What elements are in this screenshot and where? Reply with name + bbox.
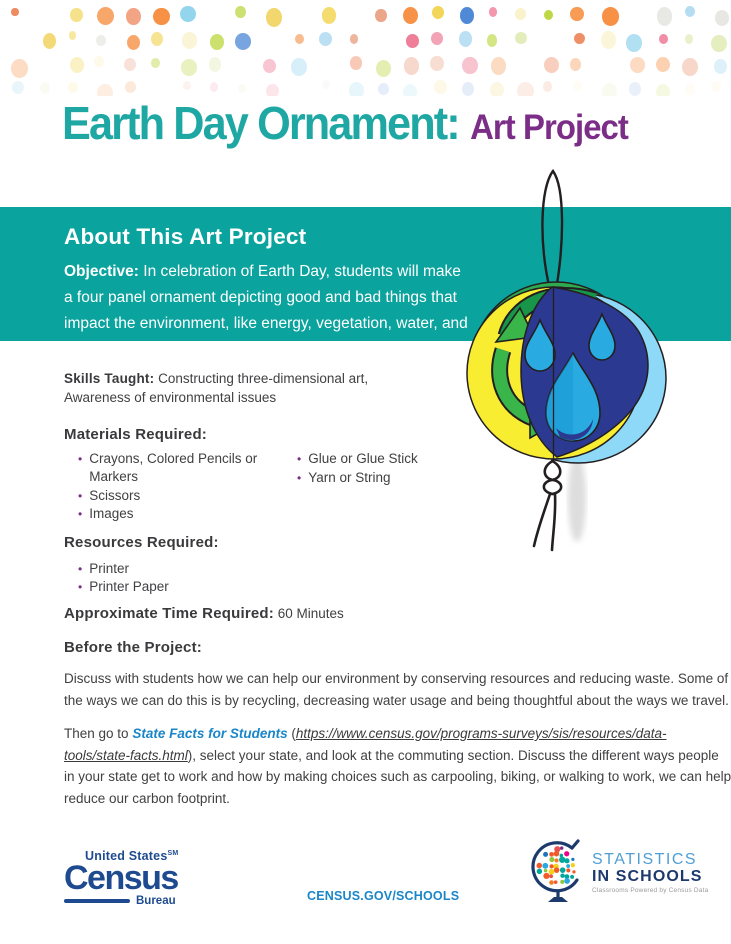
page-title-sub: Art Project: [470, 108, 628, 147]
dot-pattern-decoration: [0, 0, 731, 96]
before-project-heading: Before the Project:: [64, 639, 202, 656]
time-label: Approximate Time Required:: [64, 605, 274, 622]
list-item: [64, 578, 731, 596]
before-paragraph-2: [64, 723, 731, 809]
list-item: [64, 560, 731, 578]
resources-list: [64, 560, 731, 597]
list-item-label: Glue or Glue Stick: [308, 451, 418, 466]
list-item-label: Crayons, Colored Pencils or Markers: [89, 451, 258, 484]
paragraph-text: (: [287, 726, 296, 741]
string-shadow: [568, 454, 586, 542]
skills-text: Constructing three-dimensional art, Awareness of environmental issues: [64, 371, 369, 405]
before-paragraph-1: Discuss with students how we can help our environment by conserving resources and reducing waste. Some of the ways we can do this is by recycling, decreasing water usage and being thoughtful about the ways we travel.: [64, 671, 729, 708]
page-title: [62, 96, 628, 150]
bullet-icon: •: [297, 470, 302, 485]
list-item: [64, 450, 283, 486]
globe-icon: [531, 838, 585, 906]
page-title-main: Earth Day Ornament:: [62, 97, 459, 149]
census-bureau-logo: [64, 849, 178, 907]
time-required: [64, 605, 731, 622]
sis-logo-tagline: Classrooms Powered by Census Data: [592, 886, 709, 894]
list-item-label: Scissors: [89, 487, 141, 503]
sis-logo-statistics: STATISTICS: [592, 850, 698, 868]
list-item-label: Printer Paper: [89, 579, 169, 594]
list-item: [283, 469, 418, 487]
bullet-icon: •: [78, 580, 83, 594]
paragraph-text: ), select your state, and look at the commuting section. Discuss the different ways people in your state get to work and how by making choices such as carpooling, biking, or walking to work, we can help reduce our carbon footprint.: [64, 747, 731, 806]
skills-label: Skills Taught:: [64, 371, 155, 386]
earth-day-ornament-illustration: [440, 160, 700, 560]
list-item: [64, 505, 283, 523]
state-facts-link[interactable]: State Facts for Students: [132, 726, 288, 741]
time-value: 60 Minutes: [273, 606, 344, 621]
skills-taught: [64, 369, 399, 407]
materials-column-2: [283, 450, 418, 524]
hanger-loop-string: [542, 171, 562, 290]
knot-and-tails: [534, 461, 561, 550]
resources-heading: Resources Required:: [64, 533, 219, 551]
state-facts-url-link[interactable]: https://www.census.gov/programs-surveys/sis/resources/data-tools/state-facts.html: [64, 726, 667, 763]
objective-label: Objective:: [64, 263, 139, 280]
sis-logo-text: [592, 851, 708, 894]
objective-paragraph: [64, 259, 468, 363]
materials-column-1: [64, 450, 283, 524]
list-item-label: Images: [89, 506, 134, 521]
bullet-icon: •: [78, 452, 83, 466]
bullet-icon: •: [78, 561, 83, 576]
statistics-in-schools-logo: [531, 838, 708, 906]
bullet-icon: •: [78, 488, 83, 503]
materials-heading: Materials Required:: [64, 426, 208, 443]
census-logo-wordmark: Census: [64, 859, 178, 897]
list-item: [64, 487, 283, 505]
objective-text: In celebration of Earth Day, students will make a four panel ornament depicting good and bad things that impact the environment, like energy, vegetation, water, and pollutants.: [64, 263, 468, 358]
bullet-icon: •: [297, 452, 302, 466]
about-heading: About This Art Project: [64, 224, 307, 249]
service-mark: SM: [167, 849, 179, 857]
list-item-label: Yarn or String: [308, 469, 391, 485]
bullet-icon: •: [78, 507, 83, 521]
census-logo-bureau: Bureau: [136, 895, 176, 907]
paragraph-text: Then go to: [64, 726, 133, 741]
census-gov-schools-link[interactable]: CENSUS.GOV/SCHOOLS: [307, 889, 460, 903]
sis-logo-in-schools: IN SCHOOLS: [592, 867, 703, 885]
census-logo-rule: [64, 899, 130, 903]
census-logo-united-states: United States℠: [85, 849, 179, 863]
list-item-label: Printer: [89, 560, 129, 576]
list-item: [283, 450, 418, 468]
